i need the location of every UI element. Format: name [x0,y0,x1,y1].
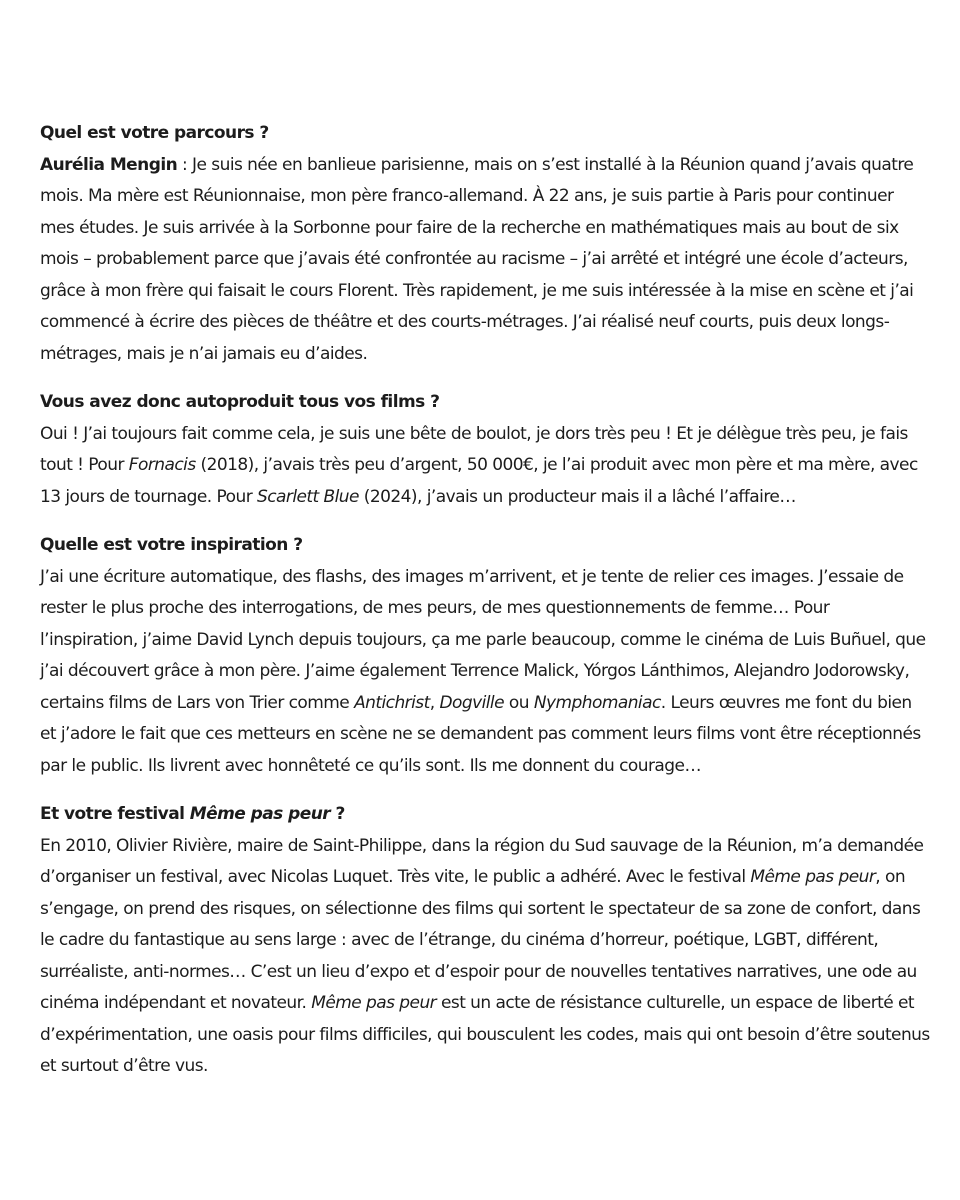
qa-section-self-production [40,387,930,513]
film-title: Fornacis [128,455,196,475]
qa-section-festival [40,799,930,1083]
answer-paragraph [40,150,930,371]
festival-title: Même pas peur [750,867,876,887]
answer-paragraph [40,562,930,783]
question-text: ? [330,804,345,824]
answer-text: . Leurs œuvres me font du bien et j’adore le fait que ces metteurs en scène ne se demandent pas comment leurs films vont être réceptionnés par le public. Ils livrent avec honnêteté ce qu’ils sont. Ils me donnent du courage… [40,692,921,776]
film-title: Nymphomaniac [533,692,661,713]
film-title: Scarlett Blue [256,486,359,507]
answer-text: , [429,692,440,713]
answer-text: ou [504,692,534,713]
question-text: Et votre festival [40,804,190,824]
festival-title: Même pas peur [189,804,331,824]
question-heading: Quel est votre parcours ? [40,123,269,143]
answer-text: Oui ! J’ai toujours fait comme cela, je suis une bête de boulot, je dors très peu ! Et je délègue très peu, je fais tout ! Pour [40,423,908,475]
answer-text: est un acte de résistance culturelle, un espace de liberté et d’expérimentation, une oasis pour films difficiles, qui bousculent les codes, mais qui ont besoin d’être soutenus et surtout d’être vus. [40,993,930,1076]
question-heading: Quelle est votre inspiration ? [40,535,303,555]
answer-text: (2018), j’avais très peu d’argent, 50 000€, je l’ai produit avec mon père et ma mère, avec 13 jours de tournage. Pour [40,455,918,507]
film-title: Antichrist [354,692,430,713]
answer-text: J’ai une écriture automatique, des flashs, des images m’arrivent, et je tente de relier ces images. J’essaie de rester le plus proche des interrogations, de mes peurs, de mes questionnements de femme… Pour l’inspiration, j’aime David Lynch depuis toujours, ça me parle beaucoup, comme le cinéma de Luis Buñuel, que j’ai découvert grâce à mon père. J’aime également Terrence Malick, Yórgos Lánthimos, Alejandro Jodorowsky, certains films de Lars von Trier comme [40,566,926,713]
answer-text: En 2010, Olivier Rivière, maire de Saint-Philippe, dans la région du Sud sauvage de la Réunion, m’a demandée d’organiser un festival, avec Nicolas Luquet. Très vite, le public a adhéré. Avec le festival [40,835,924,887]
film-title: Dogville [439,692,505,713]
question-heading: Vous avez donc autoproduit tous vos films ? [40,392,440,412]
answer-text: : Je suis née en banlieue parisienne, mais on s’est installé à la Réunion quand j’avais quatre mois. Ma mère est Réunionnaise, mon père franco-allemand. À 22 ans, je suis partie à Paris pour continuer mes études. Je suis arrivée à la Sorbonne pour faire de la recherche en mathématiques mais au bout de six mois – probablement parce que j’avais été confrontée au racisme – j’ai arrêté et intégré une école d’acteurs, grâce à mon frère qui faisait le cours Florent. Très rapidement, je me suis intéressée à la mise en scène et j’ai commencé à écrire des pièces de théâtre et des courts-métrages. J’ai réalisé neuf courts, puis deux longs-métrages, mais je n’ai jamais eu d’aides. [40,154,914,364]
answer-paragraph [40,419,930,514]
question-heading [40,799,930,831]
qa-section-inspiration [40,530,930,782]
festival-title: Même pas peur [311,993,437,1013]
interview-article [40,118,930,1083]
answer-paragraph [40,831,930,1083]
answer-text: , on s’engage, on prend des risques, on sélectionne des films qui sortent le spectateur de sa zone de confort, dans le cadre du fantastique au sens large : avec de l’étrange, du cinéma d’horreur, poétique, LGBT, différent, surréaliste, anti-normes… C’est un lieu d’expo et d’espoir pour de nouvelles tentatives narratives, une ode au cinéma indépendant et novateur. [40,867,921,1013]
qa-section-background [40,118,930,370]
answer-text: (2024), j’avais un producteur mais il a lâché l’affaire… [358,486,796,507]
speaker-name: Aurélia Mengin [40,154,178,175]
